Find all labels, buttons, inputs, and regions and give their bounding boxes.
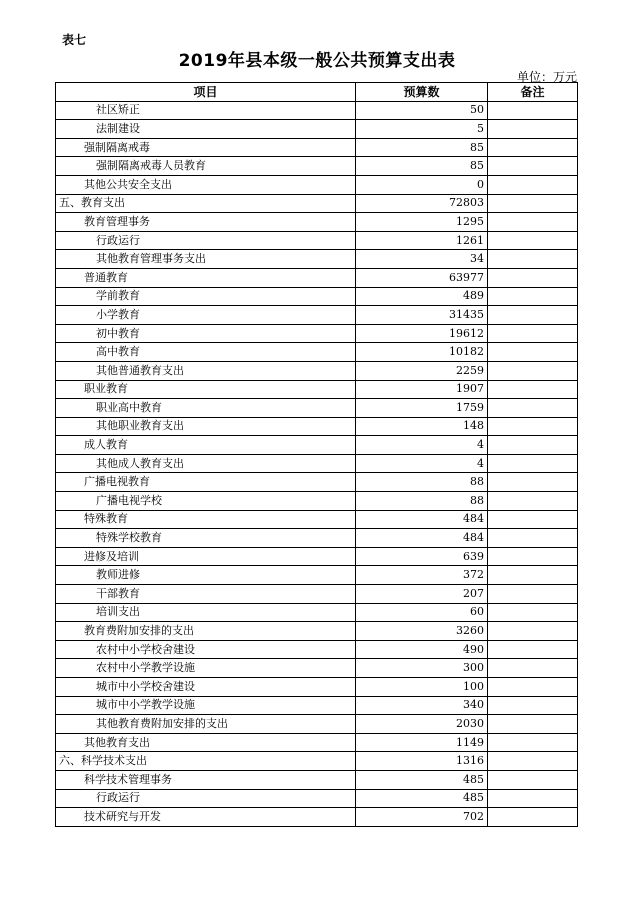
row-amount: 489 (356, 287, 488, 306)
row-remark (488, 306, 578, 325)
table-row (56, 752, 578, 771)
row-item-name: 其他教育费附加安排的支出 (56, 715, 356, 734)
row-amount: 1907 (356, 380, 488, 399)
row-item-name: 其他普通教育支出 (56, 361, 356, 380)
table-row (56, 306, 578, 325)
table-row (56, 324, 578, 343)
row-remark (488, 585, 578, 604)
row-item-name: 广播电视学校 (56, 492, 356, 511)
row-item-name: 城市中小学教学设施 (56, 696, 356, 715)
row-item-name: 六、科学技术支出 (56, 752, 356, 771)
table-row (56, 417, 578, 436)
row-amount: 4 (356, 436, 488, 455)
table-row (56, 640, 578, 659)
table-row (56, 585, 578, 604)
row-remark (488, 417, 578, 436)
table-row (56, 733, 578, 752)
table-row (56, 622, 578, 641)
row-remark (488, 213, 578, 232)
row-item-name: 教师进修 (56, 566, 356, 585)
table-row (56, 436, 578, 455)
row-item-name: 行政运行 (56, 231, 356, 250)
table-row (56, 380, 578, 399)
row-item-name: 强制隔离戒毒 (56, 138, 356, 157)
row-amount: 63977 (356, 268, 488, 287)
row-amount: 34 (356, 250, 488, 269)
row-item-name: 广播电视教育 (56, 473, 356, 492)
table-row (56, 157, 578, 176)
table-row (56, 696, 578, 715)
row-item-name: 成人教育 (56, 436, 356, 455)
row-remark (488, 343, 578, 362)
table-row (56, 529, 578, 548)
row-remark (488, 733, 578, 752)
table-row (56, 231, 578, 250)
row-remark (488, 547, 578, 566)
row-amount: 2259 (356, 361, 488, 380)
table-row (56, 250, 578, 269)
row-item-name: 强制隔离戒毒人员教育 (56, 157, 356, 176)
row-amount: 340 (356, 696, 488, 715)
row-item-name: 农村中小学教学设施 (56, 659, 356, 678)
row-remark (488, 678, 578, 697)
row-amount: 702 (356, 808, 488, 827)
row-item-name: 学前教育 (56, 287, 356, 306)
table-row (56, 603, 578, 622)
row-remark (488, 752, 578, 771)
row-amount: 100 (356, 678, 488, 697)
row-remark (488, 715, 578, 734)
row-item-name: 职业高中教育 (56, 399, 356, 418)
row-amount: 3260 (356, 622, 488, 641)
table-row (56, 715, 578, 734)
table-row (56, 138, 578, 157)
row-item-name: 特殊学校教育 (56, 529, 356, 548)
row-item-name: 行政运行 (56, 789, 356, 808)
row-item-name: 农村中小学校舍建设 (56, 640, 356, 659)
row-item-name: 干部教育 (56, 585, 356, 604)
table-row (56, 789, 578, 808)
row-remark (488, 492, 578, 511)
row-amount: 148 (356, 417, 488, 436)
table-row (56, 473, 578, 492)
table-row (56, 808, 578, 827)
row-remark (488, 175, 578, 194)
row-item-name: 技术研究与开发 (56, 808, 356, 827)
row-remark (488, 770, 578, 789)
row-amount: 485 (356, 770, 488, 789)
row-amount: 300 (356, 659, 488, 678)
row-remark (488, 101, 578, 120)
row-remark (488, 436, 578, 455)
row-item-name: 社区矫正 (56, 101, 356, 120)
row-remark (488, 287, 578, 306)
row-amount: 85 (356, 138, 488, 157)
table-row (56, 287, 578, 306)
row-item-name: 普通教育 (56, 268, 356, 287)
row-item-name: 其他成人教育支出 (56, 454, 356, 473)
header-remark: 备注 (488, 83, 578, 102)
row-item-name: 职业教育 (56, 380, 356, 399)
row-item-name: 其他教育管理事务支出 (56, 250, 356, 269)
row-remark (488, 380, 578, 399)
table-row (56, 547, 578, 566)
row-item-name: 科学技术管理事务 (56, 770, 356, 789)
table-row (56, 194, 578, 213)
row-amount: 484 (356, 529, 488, 548)
row-amount: 1316 (356, 752, 488, 771)
row-remark (488, 659, 578, 678)
row-amount: 639 (356, 547, 488, 566)
row-item-name: 其他教育支出 (56, 733, 356, 752)
table-row (56, 343, 578, 362)
row-amount: 0 (356, 175, 488, 194)
row-item-name: 培训支出 (56, 603, 356, 622)
table-row (56, 566, 578, 585)
row-remark (488, 324, 578, 343)
row-item-name: 高中教育 (56, 343, 356, 362)
table-row (56, 268, 578, 287)
row-amount: 31435 (356, 306, 488, 325)
table-row (56, 213, 578, 232)
row-amount: 1149 (356, 733, 488, 752)
header-amount: 预算数 (356, 83, 488, 102)
header-item: 项目 (56, 83, 356, 102)
table-row (56, 510, 578, 529)
row-remark (488, 566, 578, 585)
row-item-name: 特殊教育 (56, 510, 356, 529)
row-remark (488, 808, 578, 827)
table-row (56, 399, 578, 418)
row-remark (488, 399, 578, 418)
row-amount: 490 (356, 640, 488, 659)
row-item-name: 小学教育 (56, 306, 356, 325)
table-row (56, 120, 578, 139)
budget-table (55, 82, 578, 827)
table-row (56, 678, 578, 697)
table-row (56, 175, 578, 194)
row-amount: 1759 (356, 399, 488, 418)
row-item-name: 五、教育支出 (56, 194, 356, 213)
row-amount: 372 (356, 566, 488, 585)
table-row (56, 770, 578, 789)
row-remark (488, 138, 578, 157)
row-item-name: 法制建设 (56, 120, 356, 139)
row-amount: 88 (356, 492, 488, 511)
row-remark (488, 268, 578, 287)
row-amount: 4 (356, 454, 488, 473)
row-remark (488, 194, 578, 213)
row-item-name: 其他公共安全支出 (56, 175, 356, 194)
row-remark (488, 120, 578, 139)
table-row (56, 361, 578, 380)
row-amount: 60 (356, 603, 488, 622)
row-amount: 1295 (356, 213, 488, 232)
table-header-row (56, 83, 578, 102)
row-item-name: 其他职业教育支出 (56, 417, 356, 436)
document-title: 2019年县本级一般公共预算支出表 (178, 51, 456, 71)
row-remark (488, 603, 578, 622)
row-amount: 19612 (356, 324, 488, 343)
row-remark (488, 157, 578, 176)
row-amount: 2030 (356, 715, 488, 734)
unit-label: 单位：万元 (516, 70, 577, 84)
row-item-name: 教育费附加安排的支出 (56, 622, 356, 641)
row-remark (488, 640, 578, 659)
table-row (56, 101, 578, 120)
row-remark (488, 696, 578, 715)
row-amount: 207 (356, 585, 488, 604)
row-item-name: 城市中小学校舍建设 (56, 678, 356, 697)
row-remark (488, 231, 578, 250)
row-amount: 484 (356, 510, 488, 529)
row-item-name: 初中教育 (56, 324, 356, 343)
row-item-name: 进修及培训 (56, 547, 356, 566)
row-remark (488, 622, 578, 641)
row-amount: 50 (356, 101, 488, 120)
row-amount: 485 (356, 789, 488, 808)
row-remark (488, 361, 578, 380)
table-row (56, 454, 578, 473)
row-amount: 10182 (356, 343, 488, 362)
row-remark (488, 529, 578, 548)
row-remark (488, 473, 578, 492)
row-remark (488, 250, 578, 269)
row-amount: 88 (356, 473, 488, 492)
row-remark (488, 789, 578, 808)
row-remark (488, 510, 578, 529)
table-row (56, 492, 578, 511)
table-row (56, 659, 578, 678)
row-amount: 85 (356, 157, 488, 176)
row-amount: 72803 (356, 194, 488, 213)
row-amount: 1261 (356, 231, 488, 250)
table-number-label: 表七 (62, 33, 87, 47)
row-remark (488, 454, 578, 473)
row-amount: 5 (356, 120, 488, 139)
row-item-name: 教育管理事务 (56, 213, 356, 232)
